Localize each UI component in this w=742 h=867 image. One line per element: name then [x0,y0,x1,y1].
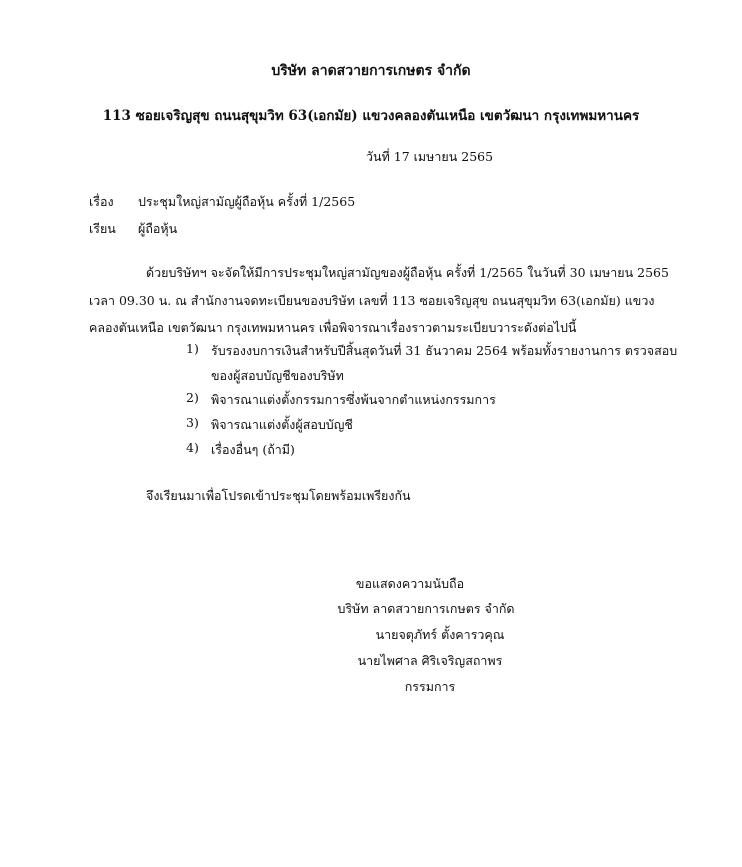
agenda-item-1-text: รับรองงบการเงินสำหรับปีสิ้นสุดวันที่ 31 ธันวาคม 2564 พร้อมทั้งรายงานการ ตรวจสอบ [211,343,678,358]
closing-statement: จึงเรียนมาเพื่อโปรดเข้าประชุมโดยพร้อมเพรียงกัน [146,488,411,503]
signature-signer-2: นายไพศาล ศิริเจริญสถาพร [357,653,503,668]
signature-company: บริษัท ลาดสวายการเกษตร จำกัด [337,601,515,616]
letter-date: วันที่ 17 เมษายน 2565 [366,149,494,164]
subject-label: เรื่อง [89,194,114,209]
signature-signer-1: นายจตุภัทร์ ตั้งคารวคุณ [375,627,505,642]
agenda-item-1-number: 1) [186,341,199,356]
signature-regards: ขอแสดงความนับถือ [355,576,465,591]
agenda-item-4-text: เรื่องอื่นๆ (ถ้ามี) [211,442,295,457]
agenda-item-4-number: 4) [186,440,199,455]
agenda-item-3-number: 3) [186,415,199,430]
recipient-text: ผู้ถือหุ้น [138,221,178,236]
agenda-item-2-number: 2) [186,390,199,405]
company-address: 113 ซอยเจริญสุข ถนนสุขุมวิท 63(เอกมัย) แขวงคลองตันเหนือ เขตวัฒนา กรุงเทพมหานคร [102,108,640,124]
recipient-label: เรียน [89,221,116,236]
agenda-item-2-text: พิจารณาแต่งตั้งกรรมการซึ่งพ้นจากตำแหน่งกรรมการ [211,392,496,407]
subject-text: ประชุมใหญ่สามัญผู้ถือหุ้น ครั้งที่ 1/2565 [138,194,356,209]
body-paragraph-line-1: ด้วยบริษัทฯ จะจัดให้มีการประชุมใหญ่สามัญของผู้ถือหุ้น ครั้งที่ 1/2565 ในวันที่ 30 เมษายน 2565 [146,265,669,280]
body-paragraph-line-2: เวลา 09.30 น. ณ สำนักงานจดทะเบียนของบริษัท เลขที่ 113 ซอยเจริญสุข ถนนสุขุมวิท 63(เอกมัย) แขวง [89,293,655,308]
agenda-item-1-text-cont: ของผู้สอบบัญชีของบริษัท [211,368,344,383]
body-paragraph-line-3: คลองตันเหนือ เขตวัฒนา กรุงเทพมหานคร เพื่อพิจารณาเรื่องราวตามระเบียบวาระดังต่อไปนี้ [89,320,577,335]
signature-title: กรรมการ [404,679,456,694]
agenda-item-3-text: พิจารณาแต่งตั้งผู้สอบบัญชี [211,417,353,432]
company-name: บริษัท ลาดสวายการเกษตร จำกัด [271,63,471,79]
